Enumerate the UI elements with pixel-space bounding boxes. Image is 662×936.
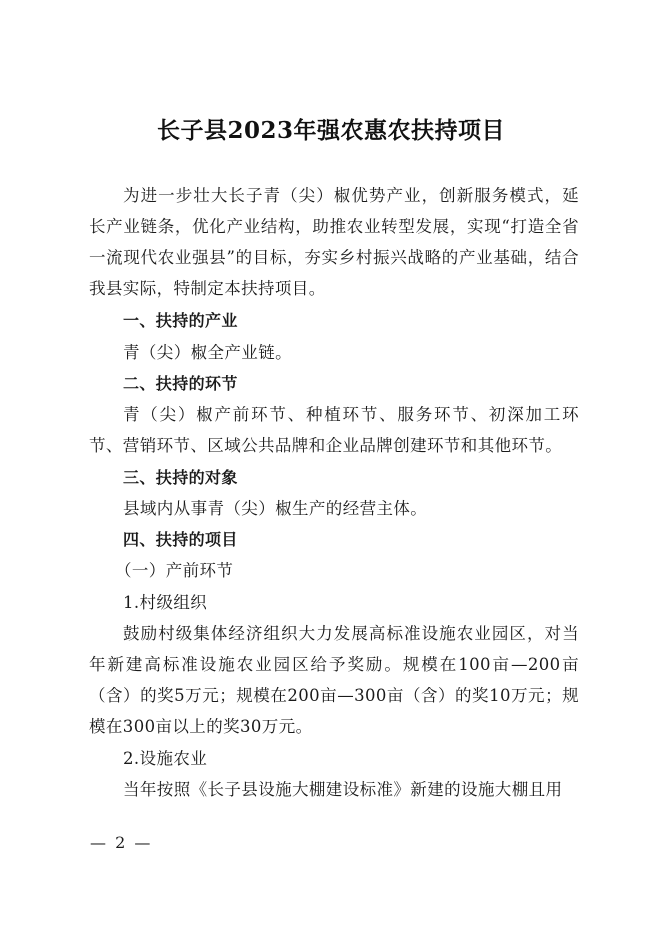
section-4-heading: 四、扶持的项目: [123, 530, 238, 549]
section-3-heading: 三、扶持的对象: [123, 468, 238, 487]
section-3-text: 县域内从事青（尖）椒生产的经营主体。: [123, 499, 428, 518]
section-2-text: 青（尖）椒产前环节、种植环节、服务环节、初深加工环节、营销环节、区域公共品牌和企业品牌创建环节和其他环节。: [89, 405, 579, 455]
section-2-heading: 二、扶持的环节: [123, 374, 238, 393]
item-1-text: 鼓励村级集体经济组织大力发展高标准设施农业园区，对当年新建高标准设施农业园区给予奖励。规模在100亩—200亩（含）的奖5万元；规模在200亩—300亩（含）的奖10万元；规模在300亩以上的奖30万元。: [89, 624, 579, 736]
subsection-pre-production: （一）产前环节: [115, 561, 234, 580]
section-1-heading: 一、扶持的产业: [123, 311, 238, 330]
document-title: 长子县2023年强农惠农扶持项目: [156, 117, 505, 144]
item-2-heading: 2.设施农业: [123, 749, 208, 768]
item-2-text: 当年按照《长子县设施大棚建设标准》新建的设施大棚且用: [123, 780, 563, 799]
item-1-heading: 1.村级组织: [123, 593, 208, 612]
section-1-text: 青（尖）椒全产业链。: [123, 343, 292, 362]
intro-paragraph: 为进一步壮大长子青（尖）椒优势产业，创新服务模式，延长产业链条，优化产业结构，助推农业转型发展，实现“打造全省一流现代农业强县”的目标，夯实乡村振兴战略的产业基础，结合我县实际，特制定本扶持项目。: [89, 186, 579, 298]
page-number: — 2 —: [90, 833, 153, 852]
